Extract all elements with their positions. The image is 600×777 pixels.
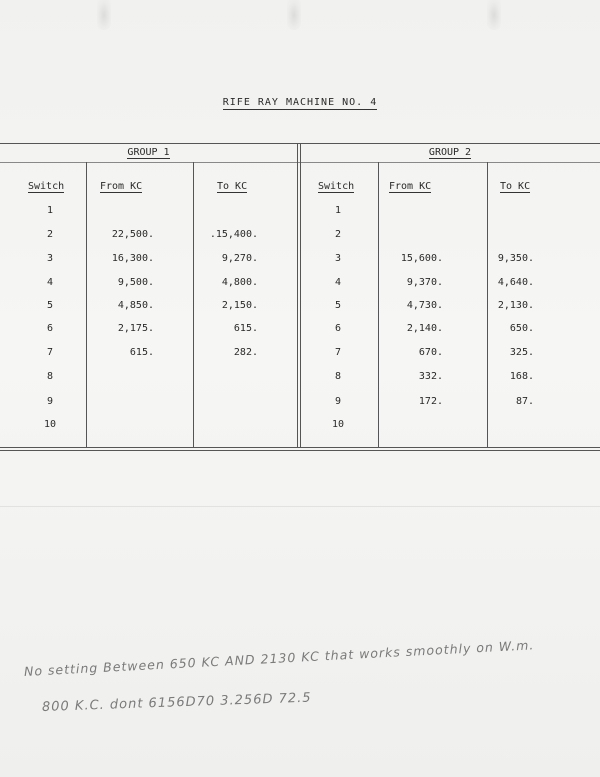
switch-cell: 8 [46, 371, 54, 382]
to-kc-cell: 2,150. [221, 300, 258, 311]
table-row [0, 276, 600, 290]
switch-cell: 5 [46, 300, 54, 311]
to-kc-cell [200, 370, 258, 384]
from-kc-cell: 332. [418, 371, 443, 382]
from-kc-cell: 172. [418, 396, 443, 407]
to-kc-cell: 650. [509, 323, 534, 334]
switch-cell: 3 [46, 253, 54, 264]
to-kc-cell: 9,270. [221, 253, 258, 264]
table-row [0, 252, 600, 266]
document-title: RIFE RAY MACHINE NO. 4 [222, 97, 378, 108]
switch-cell: 2 [46, 229, 54, 240]
table-bottom-border-double [0, 450, 600, 451]
from-kc-cell [90, 204, 154, 218]
from-kc-cell: 2,140. [406, 323, 443, 334]
switch-cell: 9 [46, 396, 54, 407]
to-kc-cell [200, 204, 258, 218]
switch-cell: 5 [334, 300, 342, 311]
header-switch-1: Switch [28, 181, 65, 192]
punch-hole [287, 0, 301, 30]
switch-cell: 8 [334, 371, 342, 382]
to-kc-cell [484, 204, 534, 218]
switch-cell: 7 [46, 347, 54, 358]
switch-cell: 1 [46, 205, 54, 216]
header-to-2: To KC [500, 181, 531, 192]
from-kc-cell [90, 395, 154, 409]
switch-cell: 10 [331, 419, 345, 430]
to-kc-cell [200, 418, 258, 432]
to-kc-cell [484, 228, 534, 242]
switch-cell: 1 [334, 205, 342, 216]
from-kc-cell [380, 418, 443, 432]
to-kc-cell: 615. [233, 323, 258, 334]
switch-cell: 4 [46, 277, 54, 288]
table-row [0, 370, 600, 384]
header-from-1: From KC [100, 181, 143, 192]
to-kc-cell: 4,640. [497, 277, 534, 288]
switch-cell: 3 [334, 253, 342, 264]
switch-cell: 2 [334, 229, 342, 240]
to-kc-cell [200, 395, 258, 409]
paper-fold [0, 506, 600, 507]
to-kc-cell: 87. [515, 396, 534, 407]
from-kc-cell [90, 418, 154, 432]
handwritten-note-line-2: 800 K.C. dont 6156D70 3.256D 72.5 [41, 690, 312, 715]
from-kc-cell [380, 228, 443, 242]
table-row [0, 299, 600, 313]
table-row [0, 322, 600, 336]
from-kc-cell: 9,500. [117, 277, 154, 288]
group-2-label: GROUP 2 [428, 147, 472, 158]
header-from-2: From KC [389, 181, 432, 192]
switch-cell: 6 [46, 323, 54, 334]
to-kc-cell: 9,350. [497, 253, 534, 264]
handwritten-note-line-1: No setting Between 650 KC AND 2130 KC that works smoothly on W.m. [23, 637, 535, 679]
to-kc-cell: 282. [233, 347, 258, 358]
table-row [0, 346, 600, 360]
from-kc-cell [90, 370, 154, 384]
punch-hole [97, 0, 111, 30]
from-kc-cell: 16,300. [111, 253, 154, 264]
to-kc-cell: 2,130. [497, 300, 534, 311]
table-row [0, 418, 600, 432]
group-1-label: GROUP 1 [127, 147, 170, 158]
to-kc-cell [484, 418, 534, 432]
header-switch-2: Switch [318, 181, 355, 192]
to-kc-cell: 4,800. [221, 277, 258, 288]
to-kc-cell: 168. [509, 371, 534, 382]
table-row [0, 228, 600, 242]
from-kc-cell: 615. [129, 347, 154, 358]
from-kc-cell [380, 204, 443, 218]
switch-cell: 6 [334, 323, 342, 334]
punch-hole [487, 0, 501, 30]
from-kc-cell: 15,600. [400, 253, 443, 264]
switch-cell: 10 [43, 419, 57, 430]
to-kc-cell: 325. [509, 347, 534, 358]
switch-cell: 4 [334, 277, 342, 288]
header-to-1: To KC [217, 181, 248, 192]
from-kc-cell: 22,500. [111, 229, 154, 240]
switch-cell: 7 [334, 347, 342, 358]
from-kc-cell: 4,730. [406, 300, 443, 311]
from-kc-cell: 4,850. [117, 300, 154, 311]
to-kc-cell: .15,400. [209, 229, 258, 240]
table-row [0, 204, 600, 218]
switch-cell: 9 [334, 396, 342, 407]
from-kc-cell: 670. [418, 347, 443, 358]
table-row [0, 395, 600, 409]
from-kc-cell: 2,175. [117, 323, 154, 334]
from-kc-cell: 9,370. [406, 277, 443, 288]
